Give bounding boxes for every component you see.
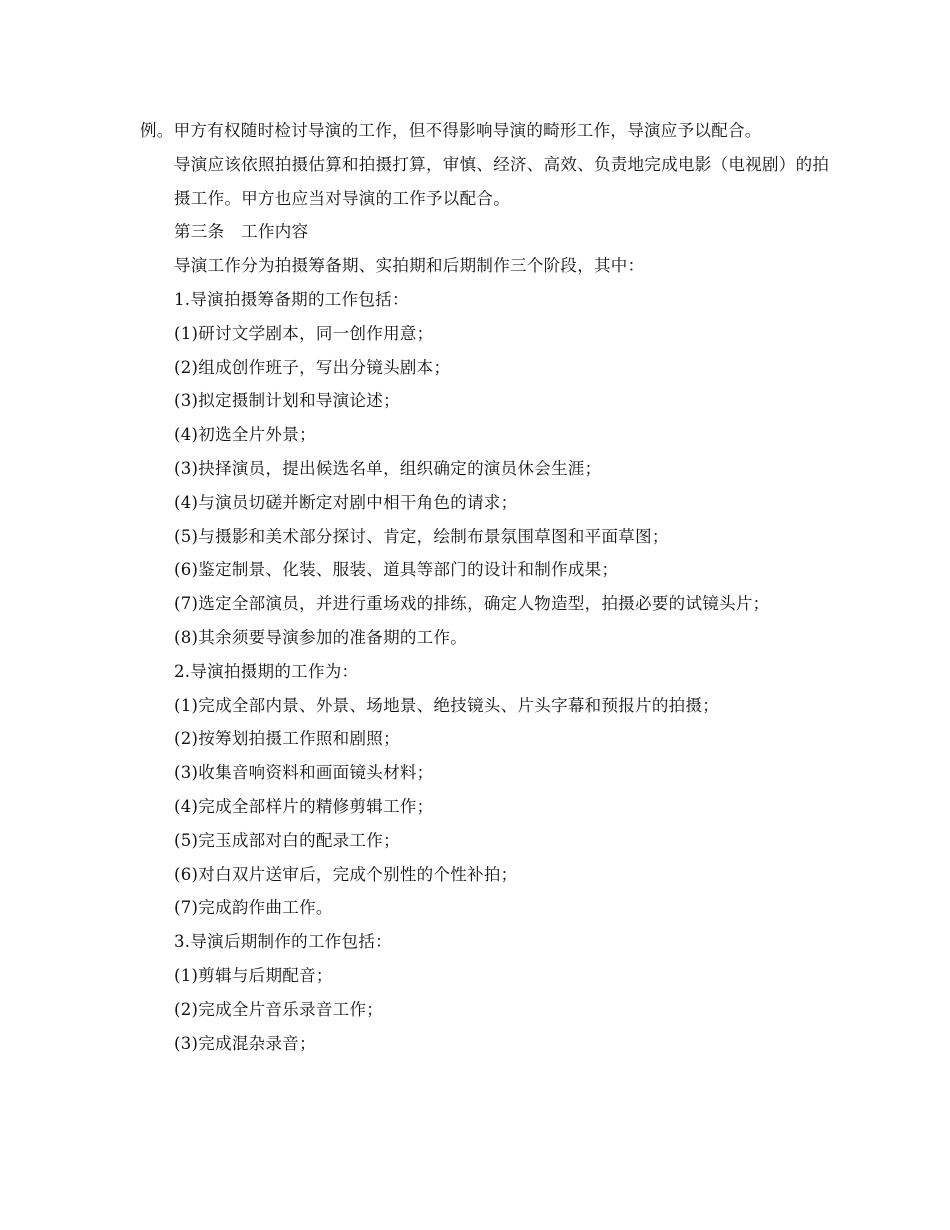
body-text — [140, 114, 830, 1060]
list-item: (7)完成韵作曲工作。 — [174, 898, 333, 918]
paragraph-line: 导演应该依照拍摄估算和拍摄打算，审慎、经济、高效、负责地完成电影（电视剧）的拍摄工作。甲方也应当对导演的工作予以配合。 — [174, 154, 830, 208]
list-item: (3)抉择演员，提出候选名单，组织确定的演员休会生涯； — [174, 458, 602, 478]
list-item: (3)完成混杂录音； — [174, 1033, 316, 1053]
list-item: (8)其余须要导演参加的准备期的工作。 — [174, 627, 468, 647]
list-item: (4)完成全部样片的精修剪辑工作； — [174, 796, 434, 816]
list-item: (7)选定全部演员，并进行重场戏的排练，确定人物造型，拍摄必要的试镜头片； — [174, 594, 770, 614]
list-item: (1)研讨文学剧本，同一创作用意； — [174, 323, 434, 343]
list-item: (6)对白双片送审后，完成个别性的个性补拍； — [174, 864, 518, 884]
list-heading: 1.导演拍摄筹备期的工作包括： — [174, 289, 409, 309]
list-item: (1)完成全部内景、外景、场地景、绝技镜头、片头字幕和预报片的拍摄； — [174, 695, 720, 715]
list-item: (6)鉴定制景、化装、服装、道具等部门的设计和制作成果； — [174, 560, 619, 580]
list-item: (2)完成全片音乐录音工作； — [174, 999, 384, 1019]
list-item: (1)剪辑与后期配音； — [174, 965, 333, 985]
list-item: (4)初选全片外景； — [174, 425, 316, 445]
list-item: (5)完玉成部对白的配录工作； — [174, 830, 400, 850]
list-item: (4)与演员切磋并断定对剧中相干角色的请求； — [174, 492, 518, 512]
list-heading: 3.导演后期制作的工作包括： — [174, 932, 392, 952]
section-heading: 第三条 工作内容 — [174, 222, 309, 242]
list-heading: 2.导演拍摄期的工作为： — [174, 661, 359, 681]
list-item: (3)拟定摄制计划和导演论述； — [174, 391, 400, 411]
list-item: (3)收集音响资料和画面镜头材料； — [174, 763, 434, 783]
list-item: (2)组成创作班子，写出分镜头剧本； — [174, 357, 451, 377]
list-item: (5)与摄影和美术部分探讨、肯定，绘制布景氛围草图和平面草图； — [174, 526, 669, 546]
paragraph-line: 例。甲方有权随时检讨导演的工作，但不得影响导演的畸形工作，导演应予以配合。 — [140, 121, 762, 140]
paragraph-line: 导演工作分为拍摄筹备期、实拍期和后期制作三个阶段，其中： — [174, 256, 645, 276]
list-item: (2)按筹划拍摄工作照和剧照； — [174, 729, 400, 749]
